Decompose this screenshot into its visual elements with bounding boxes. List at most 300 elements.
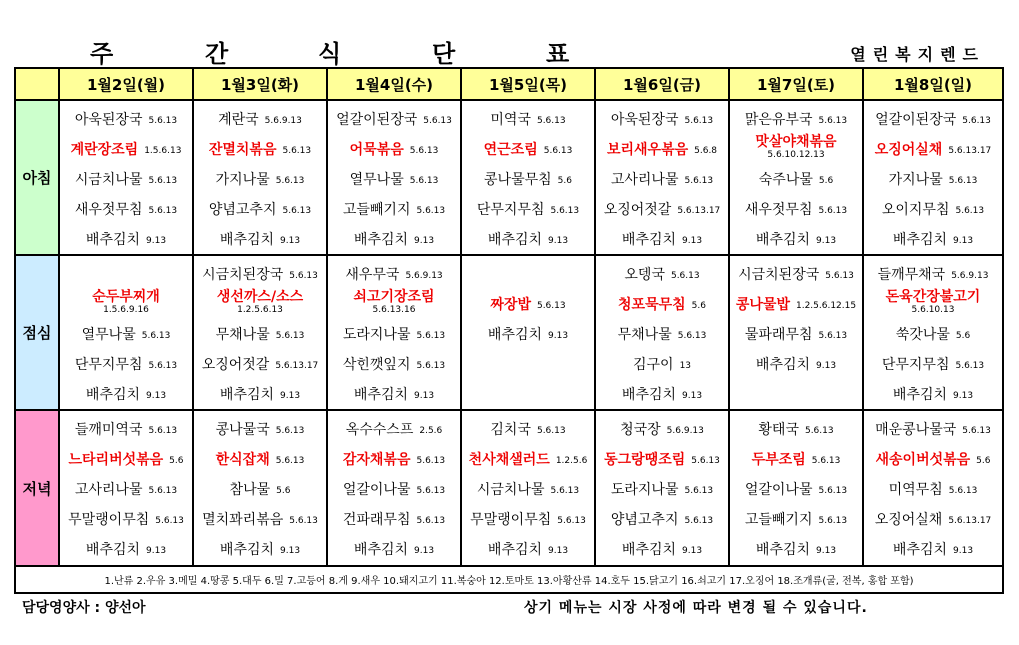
- menu-item: [328, 414, 460, 444]
- allergen-codes: 5.6.13: [684, 516, 714, 526]
- empty-slot: [730, 379, 862, 409]
- dish-name: 열무나물: [81, 327, 136, 343]
- allergen-codes: 9.13: [816, 546, 837, 556]
- menu-item: [864, 349, 1002, 379]
- dish-name: 보리새우볶음: [606, 142, 689, 158]
- menu-item: [194, 319, 326, 349]
- menu-item: [596, 534, 728, 564]
- lunch-row: [15, 255, 1003, 410]
- dish-name: 맛살야채볶음: [755, 134, 837, 150]
- allergen-codes: 5.6.13: [409, 176, 439, 186]
- allergen-codes: 5.6.9.13: [666, 426, 704, 436]
- menu-cell: [327, 255, 461, 410]
- dish-name: 천사채샐러드: [468, 452, 550, 468]
- menu-item: [864, 414, 1002, 444]
- dish-name: 배추김치: [755, 357, 811, 373]
- dish-name: 시금치나물: [74, 172, 143, 188]
- menu-item: [596, 414, 728, 444]
- menu-item: [596, 319, 728, 349]
- menu-item: [462, 104, 594, 134]
- allergen-codes: 5.6: [169, 456, 184, 466]
- allergen-codes: 9.13: [146, 391, 167, 401]
- dish-name: 배추김치: [755, 542, 811, 558]
- allergen-codes: 5.6.9.13: [405, 271, 443, 281]
- dish-name: 배추김치: [892, 232, 948, 248]
- allergen-codes: 5.6.13: [282, 206, 312, 216]
- menu-item: [328, 104, 460, 134]
- menu-cell: [327, 410, 461, 566]
- dish-name: 감자채볶음: [342, 452, 411, 468]
- allergen-codes: 5.6.13: [677, 331, 707, 341]
- dish-name: 청국장: [620, 422, 661, 438]
- allergen-codes: 5.6.13: [416, 361, 446, 371]
- dietitian-label: 담당영양사 : 양선아: [22, 600, 146, 616]
- allergen-codes: 5.6.10.13: [911, 305, 955, 315]
- menu-item: [462, 194, 594, 224]
- menu-item: [462, 414, 594, 444]
- dish-name: 오징어젓갈: [201, 357, 270, 373]
- main-dish-item: [194, 289, 326, 319]
- dish-name: 양념고추지: [208, 202, 277, 218]
- main-dish-item: [596, 444, 728, 474]
- dish-name: 도라지나물: [610, 482, 679, 498]
- dish-name: 어묵볶음: [349, 142, 404, 158]
- menu-item: [864, 504, 1002, 534]
- menu-item: [864, 474, 1002, 504]
- dish-name: 김치국: [490, 422, 531, 438]
- menu-item: [596, 259, 728, 289]
- menu-item: [328, 319, 460, 349]
- menu-cell: [729, 100, 863, 255]
- allergen-codes: 5.6.13.17: [677, 206, 721, 216]
- dish-name: 한식잡채: [215, 452, 270, 468]
- menu-item: [60, 379, 192, 409]
- menu-item: [462, 534, 594, 564]
- dish-name: 고들빼기지: [342, 202, 411, 218]
- menu-cell: [595, 100, 729, 255]
- main-dish-item: [730, 289, 862, 319]
- allergen-codes: 5.6.13.17: [948, 146, 992, 156]
- menu-item: [60, 194, 192, 224]
- menu-item: [328, 349, 460, 379]
- allergen-codes: 5.6.13: [148, 176, 178, 186]
- menu-item: [462, 319, 594, 349]
- dish-name: 옥수수스프: [345, 422, 414, 438]
- menu-cell: [729, 410, 863, 566]
- allergen-codes: 5.6.13: [275, 456, 305, 466]
- allergen-codes: 5.6.13.16: [372, 305, 416, 315]
- allergen-codes: 5.6: [557, 176, 572, 186]
- menu-item: [60, 164, 192, 194]
- allergen-codes: 5.6.13: [416, 486, 446, 496]
- dish-name: 쑥갓나물: [895, 327, 950, 343]
- dish-name: 돈육간장불고기: [885, 289, 981, 305]
- allergen-codes: 1.2.5.6.12.15: [795, 301, 857, 311]
- allergen-codes: 5.6.13: [948, 176, 978, 186]
- dish-name: 두부조림: [751, 452, 806, 468]
- main-dish-item: [60, 444, 192, 474]
- dish-name: 오뎅국: [624, 267, 665, 283]
- dish-name: 숙주나물: [758, 172, 813, 188]
- dish-name: 도라지나물: [342, 327, 411, 343]
- allergen-codes: 9.13: [548, 331, 569, 341]
- allergen-codes: 5.6.13: [818, 206, 848, 216]
- menu-item: [60, 104, 192, 134]
- menu-item: [194, 379, 326, 409]
- menu-item: [596, 194, 728, 224]
- dish-name: 고사리나물: [74, 482, 143, 498]
- main-dish-item: [864, 444, 1002, 474]
- dish-name: 물파래무침: [744, 327, 813, 343]
- dish-name: 시금치된장국: [738, 267, 820, 283]
- menu-item: [730, 104, 862, 134]
- dish-name: 배추김치: [621, 387, 677, 403]
- menu-item: [194, 194, 326, 224]
- allergen-codes: 5.6.13: [955, 206, 985, 216]
- allergen-codes: 9.13: [280, 236, 301, 246]
- allergen-codes: 1.5.6.13: [144, 146, 182, 156]
- allergen-codes: 5.6.13: [416, 456, 446, 466]
- menu-cell: [461, 255, 595, 410]
- dish-name: 오징어실채: [874, 142, 943, 158]
- allergen-codes: 5.6.13: [423, 116, 452, 126]
- allergen-codes: 9.13: [414, 391, 435, 401]
- dish-name: 가지나물: [215, 172, 270, 188]
- menu-item: [730, 259, 862, 289]
- dish-name: 배추김치: [219, 387, 275, 403]
- allergen-codes: 5.6.13: [289, 516, 318, 526]
- day-header: 1월4일(수): [327, 68, 461, 100]
- menu-item: [864, 164, 1002, 194]
- allergen-codes: 5.6.13: [536, 116, 566, 126]
- dish-name: 느타리버섯볶음: [68, 452, 164, 468]
- menu-cell: [461, 100, 595, 255]
- allergen-codes: 5.6: [818, 176, 834, 186]
- title-char: 표: [546, 40, 570, 68]
- allergen-codes: 9.13: [414, 546, 435, 556]
- menu-cell: [193, 100, 327, 255]
- allergen-codes: 5.6.13: [141, 331, 171, 341]
- allergen-codes: 5.6.13: [148, 426, 178, 436]
- dish-name: 청포묵무침: [618, 297, 686, 313]
- allergen-codes: 9.13: [953, 546, 974, 556]
- allergen-codes: 9.13: [682, 236, 703, 246]
- menu-item: [462, 164, 594, 194]
- dish-name: 무말랭이무침: [68, 512, 150, 528]
- menu-item: [194, 164, 326, 194]
- allergen-codes: 9.13: [280, 391, 301, 401]
- dish-name: 잔멸치볶음: [208, 142, 277, 158]
- allergen-codes: 5.6.13: [818, 331, 848, 341]
- menu-cell: [59, 100, 193, 255]
- dish-name: 단무지무침: [74, 357, 143, 373]
- allergen-codes: 9.13: [548, 546, 569, 556]
- allergen-codes: 5.6.13: [275, 331, 305, 341]
- menu-item: [864, 104, 1002, 134]
- allergen-codes: 2.5.6: [419, 426, 443, 436]
- allergen-codes: 5.6.13: [148, 116, 178, 126]
- empty-slot: [60, 259, 192, 289]
- menu-item: [194, 414, 326, 444]
- menu-cell: [863, 255, 1003, 410]
- dish-name: 단무지무침: [476, 202, 545, 218]
- dish-name: 아욱된장국: [74, 112, 143, 128]
- allergen-codes: 5.6.13: [684, 176, 714, 186]
- dish-name: 건파래무침: [342, 512, 411, 528]
- menu-item: [194, 349, 326, 379]
- dish-name: 시금치나물: [476, 482, 545, 498]
- dish-name: 배추김치: [353, 542, 409, 558]
- dish-name: 계란국: [218, 112, 259, 128]
- allergen-codes: 9.13: [816, 236, 837, 246]
- allergen-codes: 5.6.13: [416, 331, 446, 341]
- main-dish-item: [864, 289, 1002, 319]
- dish-name: 아욱된장국: [610, 112, 679, 128]
- menu-cell: [863, 100, 1003, 255]
- menu-item: [730, 164, 862, 194]
- menu-item: [596, 164, 728, 194]
- dish-name: 무채나물: [215, 327, 270, 343]
- dish-name: 멸치꽈리볶음: [202, 512, 284, 528]
- menu-cell: [59, 255, 193, 410]
- center-name: 열린복지렌드: [850, 45, 985, 64]
- dish-name: 오징어젓갈: [603, 202, 672, 218]
- menu-item: [194, 104, 326, 134]
- allergen-codes: 5.6.13: [825, 271, 854, 281]
- menu-cell: [863, 410, 1003, 566]
- allergen-codes: 5.6.13: [282, 146, 312, 156]
- dish-name: 동그랑땡조림: [604, 452, 686, 468]
- allergen-codes: 1.2.5.6: [555, 456, 588, 466]
- dish-name: 콩나물밥: [735, 297, 790, 313]
- title-char: 단: [432, 40, 456, 68]
- day-header: 1월5일(목): [461, 68, 595, 100]
- main-dish-item: [328, 134, 460, 164]
- allergen-codes: 5.6.13: [148, 206, 178, 216]
- dish-name: 배추김치: [487, 542, 543, 558]
- allergen-codes: 9.13: [146, 546, 167, 556]
- main-dish-item: [596, 134, 728, 164]
- allergen-codes: 5.6.9.13: [264, 116, 302, 126]
- allergen-codes: 5.6.13: [416, 516, 446, 526]
- dish-name: 오징어실채: [874, 512, 943, 528]
- title-char: 간: [205, 40, 229, 68]
- allergen-codes: 9.13: [816, 361, 837, 371]
- day-header: 1월8일(일): [863, 68, 1003, 100]
- main-dish-item: [60, 289, 192, 319]
- dish-name: 무말랭이무침: [470, 512, 552, 528]
- menu-cell: [193, 255, 327, 410]
- dish-name: 새우젓무침: [74, 202, 143, 218]
- main-dish-item: [328, 444, 460, 474]
- allergen-codes: 5.6.13: [811, 456, 841, 466]
- menu-item: [730, 194, 862, 224]
- menu-item: [60, 349, 192, 379]
- page-title: [0, 34, 1019, 66]
- dish-name: 콩나물무침: [484, 172, 552, 188]
- dish-name: 생선까스/소스: [216, 289, 304, 305]
- dish-name: 황태국: [758, 422, 799, 438]
- main-dish-item: [462, 289, 594, 319]
- allergen-codes: 5.6.13: [804, 426, 834, 436]
- dish-name: 배추김치: [487, 232, 543, 248]
- main-dish-item: [194, 134, 326, 164]
- main-dish-item: [462, 444, 594, 474]
- menu-cell: [595, 410, 729, 566]
- dish-name: 배추김치: [219, 542, 275, 558]
- menu-item: [328, 164, 460, 194]
- menu-item: [730, 474, 862, 504]
- menu-item: [328, 379, 460, 409]
- day-header: 1월7일(토): [729, 68, 863, 100]
- allergen-codes: 5.6: [976, 456, 991, 466]
- dish-name: 얼갈이나물: [744, 482, 813, 498]
- allergen-codes: 5.6.13.17: [275, 361, 319, 371]
- allergen-codes: 5.6: [691, 301, 706, 311]
- allergy-legend: 1.난류 2.우유 3.메밀 4.땅콩 5.대두 6.밀 7.고등어 8.게 9.새우 10.돼지고기 11.복숭아 12.토마토 13.아황산류 14.호두 15.닭고기 16.쇠고기 17.오징어 18.조개류(굴, 전복, 홍합 포함): [15, 566, 1003, 593]
- dish-name: 얼갈이된장국: [336, 112, 418, 128]
- allergen-codes: 9.13: [548, 236, 569, 246]
- menu-item: [60, 474, 192, 504]
- dish-name: 양념고추지: [610, 512, 679, 528]
- menu-item: [328, 504, 460, 534]
- dish-name: 맑은유부국: [744, 112, 813, 128]
- dish-name: 고사리나물: [610, 172, 679, 188]
- menu-item: [462, 504, 594, 534]
- menu-item: [864, 319, 1002, 349]
- dish-name: 배추김치: [621, 542, 677, 558]
- allergen-codes: 5.6.13: [948, 486, 978, 496]
- menu-item: [730, 349, 862, 379]
- allergen-codes: 5.6.13: [691, 456, 720, 466]
- allergen-codes: 5.6.13: [962, 426, 991, 436]
- menu-item: [730, 504, 862, 534]
- dish-name: 배추김치: [219, 232, 275, 248]
- allergen-codes: 5.6.13: [148, 486, 178, 496]
- allergen-codes: 9.13: [414, 236, 435, 246]
- menu-item: [730, 414, 862, 444]
- empty-slot: [462, 379, 594, 409]
- dish-name: 김구이: [632, 357, 674, 373]
- allergen-codes: 9.13: [146, 236, 167, 246]
- dish-name: 미역무침: [888, 482, 943, 498]
- main-dish-item: [864, 134, 1002, 164]
- dish-name: 단무지무침: [881, 357, 950, 373]
- dish-name: 얼갈이된장국: [875, 112, 957, 128]
- menu-item: [730, 224, 862, 254]
- allergen-codes: 5.6.13.17: [948, 516, 992, 526]
- dish-name: 쇠고기장조림: [353, 289, 435, 305]
- menu-item: [864, 224, 1002, 254]
- dish-name: 참나물: [229, 482, 271, 498]
- allergen-codes: 9.13: [682, 391, 703, 401]
- allergen-codes: 5.6.13: [670, 271, 700, 281]
- meal-label-dinner: 저녁: [15, 410, 59, 566]
- allergen-codes: 5.6.13: [289, 271, 318, 281]
- menu-item: [328, 534, 460, 564]
- main-dish-item: [60, 134, 192, 164]
- dish-name: 연근조림: [483, 142, 538, 158]
- menu-item: [730, 534, 862, 564]
- allergen-codes: 5.6.13: [818, 116, 848, 126]
- dish-name: 얼갈이나물: [342, 482, 411, 498]
- main-dish-item: [328, 289, 460, 319]
- meal-label-breakfast: 아침: [15, 100, 59, 255]
- menu-item: [60, 224, 192, 254]
- allergen-codes: 5.6.13: [955, 361, 985, 371]
- dish-name: 계란장조림: [70, 142, 139, 158]
- meal-label-lunch: 점심: [15, 255, 59, 410]
- dish-name: 들깨무채국: [877, 267, 946, 283]
- allergen-codes: 9.13: [953, 236, 974, 246]
- allergen-codes: 5.6.13: [536, 301, 566, 311]
- weekly-menu-table: [14, 67, 1004, 594]
- allergen-codes: 5.6.13: [409, 146, 439, 156]
- empty-slot: [462, 349, 594, 379]
- dish-name: 열무나물: [349, 172, 404, 188]
- allergen-codes: 1.5.6.9.16: [103, 305, 149, 315]
- breakfast-row: [15, 100, 1003, 255]
- menu-cell: [59, 410, 193, 566]
- dish-name: 콩나물국: [215, 422, 270, 438]
- dish-name: 오이지무침: [881, 202, 950, 218]
- dish-name: 미역국: [490, 112, 531, 128]
- main-dish-item: [462, 134, 594, 164]
- menu-item: [328, 474, 460, 504]
- dish-name: 배추김치: [85, 542, 141, 558]
- menu-item: [730, 319, 862, 349]
- dish-name: 매운콩나물국: [875, 422, 957, 438]
- menu-item: [60, 319, 192, 349]
- dinner-row: [15, 410, 1003, 566]
- menu-item: [864, 534, 1002, 564]
- allergen-codes: 1.2.5.6.13: [237, 305, 283, 315]
- allergen-codes: 5.6.13: [818, 516, 848, 526]
- allergen-codes: 5.6.13: [684, 486, 714, 496]
- menu-item: [596, 504, 728, 534]
- title-char: 식: [318, 40, 342, 68]
- allergen-codes: 5.6.13: [818, 486, 848, 496]
- allergen-codes: 5.6: [955, 331, 971, 341]
- dish-name: 새송이버섯볶음: [875, 452, 971, 468]
- allergen-codes: 5.6.13: [275, 176, 305, 186]
- dish-name: 순두부찌개: [92, 289, 160, 305]
- dish-name: 삭힌깻잎지: [342, 357, 411, 373]
- menu-item: [328, 224, 460, 254]
- menu-cell: [729, 255, 863, 410]
- dish-name: 배추김치: [353, 232, 409, 248]
- menu-cell: [193, 410, 327, 566]
- menu-item: [596, 379, 728, 409]
- dish-name: 배추김치: [892, 387, 948, 403]
- dish-name: 가지나물: [888, 172, 943, 188]
- menu-item: [462, 224, 594, 254]
- main-dish-item: [730, 134, 862, 164]
- menu-item: [194, 224, 326, 254]
- menu-item: [194, 474, 326, 504]
- allergen-codes: 5.6.13: [148, 361, 178, 371]
- dish-name: 새우젓무침: [744, 202, 813, 218]
- menu-item: [596, 474, 728, 504]
- menu-item: [596, 104, 728, 134]
- dish-name: 배추김치: [353, 387, 409, 403]
- menu-item: [864, 379, 1002, 409]
- allergen-codes: 5.6.13: [684, 116, 714, 126]
- allergen-codes: 5.6.10.12.13: [767, 150, 825, 160]
- dish-name: 배추김치: [892, 542, 948, 558]
- menu-item: [864, 194, 1002, 224]
- allergen-codes: 5.6: [276, 486, 291, 496]
